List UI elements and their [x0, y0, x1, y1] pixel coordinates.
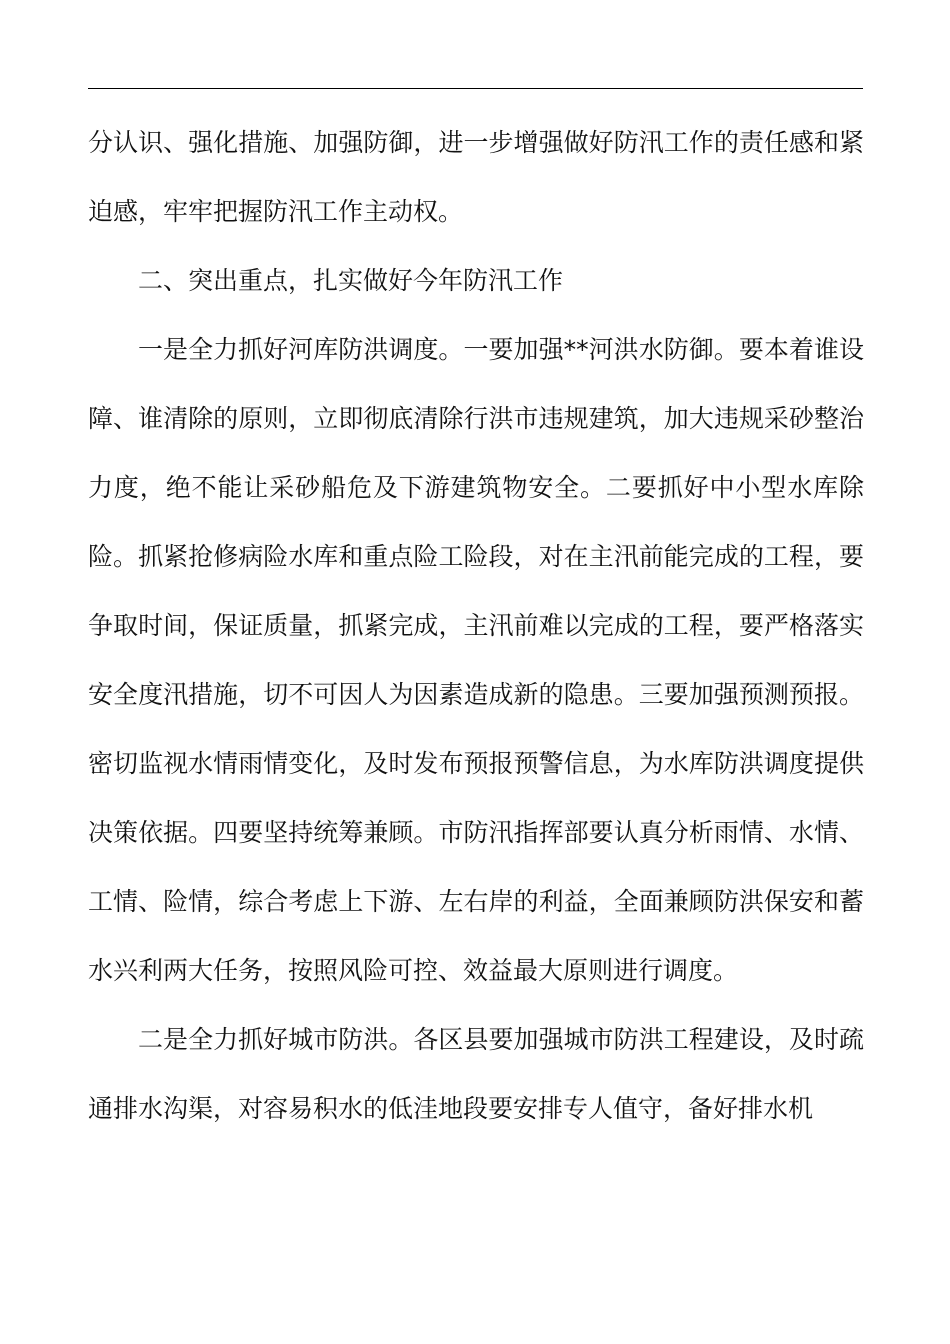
- paragraph-continued: 分认识、强化措施、加强防御，进一步增强做好防汛工作的责任感和紧迫感，牢牢把握防汛工作主动权。: [88, 128, 864, 226]
- paragraph-urban-flood: 二是全力抓好城市防洪。各区县要加强城市防洪工程建设，及时疏通排水沟渠，对容易积水的低洼地段要安排专人值守，备好排水机: [88, 1025, 864, 1123]
- paragraph-river-reservoir: 一是全力抓好河库防洪调度。一要加强**河洪水防御。要本着谁设障、谁清除的原则，立即彻底清除行洪市违规建筑，加大违规采砂整治力度，绝不能让采砂船危及下游建筑物安全。二要抓好中小型水库除险。抓紧抢修病险水库和重点险工险段，对在主汛前能完成的工程，要争取时间，保证质量，抓紧完成，主汛前难以完成的工程，要严格落实安全度汛措施，切不可因人为因素造成新的隐患。三要加强预测预报。密切监视水情雨情变化，及时发布预报预警信息，为水库防洪调度提供决策依据。四要坚持统筹兼顾。市防汛指挥部要认真分析雨情、水情、工情、险情，综合考虑上下游、左右岸的利益，全面兼顾防洪保安和蓄水兴利两大任务，按照风险可控、效益最大原则进行调度。: [88, 335, 864, 985]
- header-rule: [88, 88, 863, 89]
- document-body: [88, 108, 864, 1143]
- section-heading: 二、突出重点，扎实做好今年防汛工作: [138, 266, 564, 295]
